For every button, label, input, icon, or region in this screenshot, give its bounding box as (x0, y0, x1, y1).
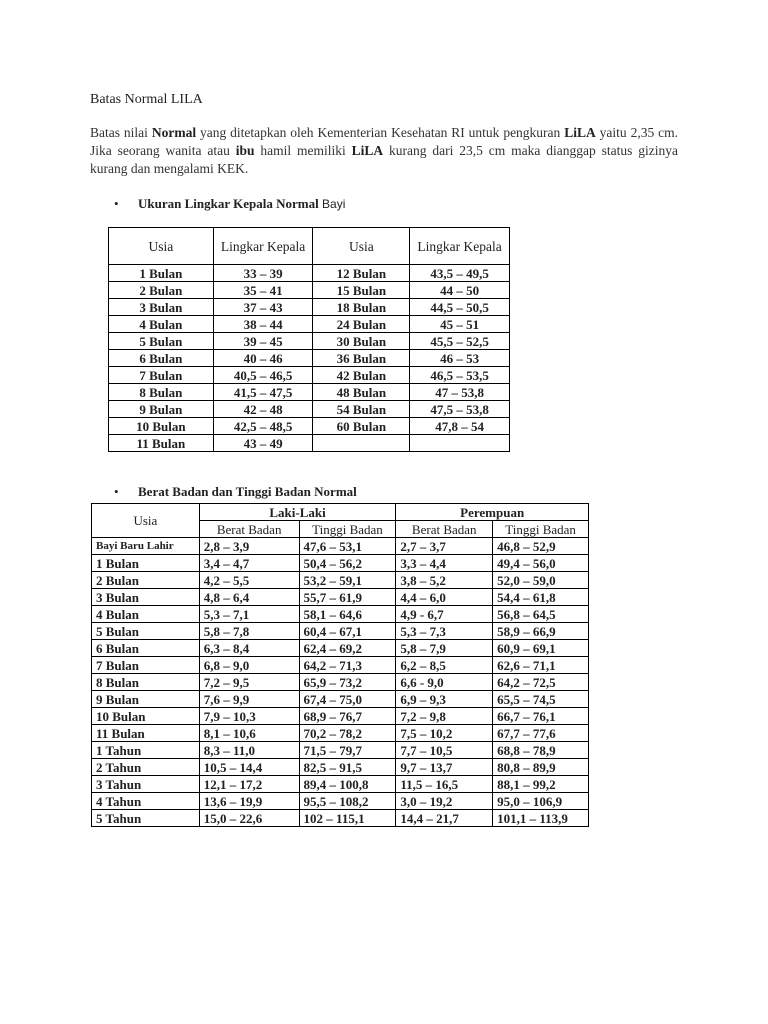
table-cell: 9 Bulan (109, 401, 214, 418)
intro-paragraph: Batas nilai Normal yang ditetapkan oleh Kementerian Kesehatan RI untuk pengkuran LiLA yaitu 2,35 cm. Jika seorang wanita atau ibu hamil memiliki LiLA kurang dari 23,5 cm maka dianggap status gizinya kurang dan mengalami KEK. (90, 125, 678, 176)
table-cell: 49,4 – 56,0 (493, 555, 589, 572)
table-cell: 2,7 – 3,7 (396, 538, 493, 555)
table-cell: 95,5 – 108,2 (299, 793, 396, 810)
table-row (109, 265, 510, 282)
table-cell: 82,5 – 91,5 (299, 759, 396, 776)
header-tinggi-badan-male: Tinggi Badan (299, 521, 396, 538)
table-cell: 102 – 115,1 (299, 810, 396, 827)
table-cell: 35 – 41 (213, 282, 313, 299)
table-cell: 71,5 – 79,7 (299, 742, 396, 759)
table-cell: 53,2 – 59,1 (299, 572, 396, 589)
table-row (92, 674, 589, 691)
table-row (109, 350, 510, 367)
table-cell: 67,7 – 77,6 (493, 725, 589, 742)
table-row (109, 401, 510, 418)
table-cell: 42 Bulan (313, 367, 410, 384)
table-cell: 2 Bulan (109, 282, 214, 299)
table-cell: 7,2 – 9,5 (199, 674, 299, 691)
table-cell: 1 Bulan (92, 555, 200, 572)
table-cell: 8,1 – 10,6 (199, 725, 299, 742)
table-cell: 8 Bulan (109, 384, 214, 401)
table-cell: 89,4 – 100,8 (299, 776, 396, 793)
table-cell: 5 Tahun (92, 810, 200, 827)
table-cell: 4,2 – 5,5 (199, 572, 299, 589)
table-cell: 52,0 – 59,0 (493, 572, 589, 589)
table-row (92, 725, 589, 742)
table-cell: 4 Bulan (109, 316, 214, 333)
table-cell: 15 Bulan (313, 282, 410, 299)
table-row (109, 384, 510, 401)
table-group-header-row (92, 504, 589, 521)
table-row (92, 589, 589, 606)
table-row (109, 316, 510, 333)
table-header-row (109, 228, 510, 265)
table-cell: 8,3 – 11,0 (199, 742, 299, 759)
table-cell: 7 Bulan (92, 657, 200, 674)
weight-height-heading: • Berat Badan dan Tinggi Badan Normal (114, 484, 357, 499)
bullet-dot: • (114, 196, 119, 211)
table-row (92, 555, 589, 572)
table-row (92, 691, 589, 708)
table-cell: 55,7 – 61,9 (299, 589, 396, 606)
header-lingkar-kepala-2: Lingkar Kepala (410, 228, 510, 265)
table-cell: Bayi Baru Lahir (92, 538, 200, 555)
table-row (109, 282, 510, 299)
table-row (92, 776, 589, 793)
head-circumference-table (108, 227, 510, 452)
table-cell (410, 435, 510, 452)
table-row (109, 333, 510, 350)
table-cell: 30 Bulan (313, 333, 410, 350)
table-cell: 6,6 - 9,0 (396, 674, 493, 691)
table-row (92, 606, 589, 623)
table-cell: 3 Tahun (92, 776, 200, 793)
table-row (92, 793, 589, 810)
table-row (92, 538, 589, 555)
table-cell: 18 Bulan (313, 299, 410, 316)
table-cell: 9 Bulan (92, 691, 200, 708)
table-cell: 3,3 – 4,4 (396, 555, 493, 572)
table-cell: 4 Bulan (92, 606, 200, 623)
table-cell: 7,7 – 10,5 (396, 742, 493, 759)
table-cell: 3 Bulan (109, 299, 214, 316)
table-cell: 60,9 – 69,1 (493, 640, 589, 657)
table-cell: 10 Bulan (109, 418, 214, 435)
table-cell: 9,7 – 13,7 (396, 759, 493, 776)
table-cell: 44,5 – 50,5 (410, 299, 510, 316)
table-cell: 13,6 – 19,9 (199, 793, 299, 810)
table-cell: 6,2 – 8,5 (396, 657, 493, 674)
table-cell: 44 – 50 (410, 282, 510, 299)
table-cell: 5 Bulan (109, 333, 214, 350)
bullet-dot: • (114, 484, 119, 499)
table-cell: 7,9 – 10,3 (199, 708, 299, 725)
table-cell: 67,4 – 75,0 (299, 691, 396, 708)
table-cell: 14,4 – 21,7 (396, 810, 493, 827)
table-cell: 40 – 46 (213, 350, 313, 367)
table-cell: 68,9 – 76,7 (299, 708, 396, 725)
table-cell: 47 – 53,8 (410, 384, 510, 401)
table-cell: 70,2 – 78,2 (299, 725, 396, 742)
table-cell: 7,6 – 9,9 (199, 691, 299, 708)
table-cell: 45,5 – 52,5 (410, 333, 510, 350)
table-row (109, 418, 510, 435)
table-cell: 33 – 39 (213, 265, 313, 282)
header-berat-badan-female: Berat Badan (396, 521, 493, 538)
header-usia-1: Usia (109, 228, 214, 265)
table-cell: 88,1 – 99,2 (493, 776, 589, 793)
table-cell: 11 Bulan (92, 725, 200, 742)
table-cell: 3,4 – 4,7 (199, 555, 299, 572)
table-row (92, 742, 589, 759)
header-tinggi-badan-female: Tinggi Badan (493, 521, 589, 538)
table-cell: 101,1 – 113,9 (493, 810, 589, 827)
table-row (109, 299, 510, 316)
table-cell: 6,3 – 8,4 (199, 640, 299, 657)
header-berat-badan-male: Berat Badan (199, 521, 299, 538)
table-row (92, 623, 589, 640)
table-cell: 6,9 – 9,3 (396, 691, 493, 708)
table-cell: 5,8 – 7,9 (396, 640, 493, 657)
table-cell: 24 Bulan (313, 316, 410, 333)
header-lingkar-kepala-1: Lingkar Kepala (213, 228, 313, 265)
table-cell: 6 Bulan (92, 640, 200, 657)
table-cell: 7 Bulan (109, 367, 214, 384)
page-title: Batas Normal LILA (90, 92, 203, 107)
table-cell: 11 Bulan (109, 435, 214, 452)
table-cell: 42 – 48 (213, 401, 313, 418)
table-cell: 38 – 44 (213, 316, 313, 333)
table-cell: 47,6 – 53,1 (299, 538, 396, 555)
table-cell: 5 Bulan (92, 623, 200, 640)
table-cell: 1 Tahun (92, 742, 200, 759)
weight-height-table (91, 503, 589, 827)
table-cell: 7,5 – 10,2 (396, 725, 493, 742)
table-cell: 65,5 – 74,5 (493, 691, 589, 708)
table-cell: 6,8 – 9,0 (199, 657, 299, 674)
table-row (92, 759, 589, 776)
table-cell: 64,2 – 71,3 (299, 657, 396, 674)
table-cell: 2 Tahun (92, 759, 200, 776)
table-cell: 47,8 – 54 (410, 418, 510, 435)
table-cell: 3 Bulan (92, 589, 200, 606)
table-cell: 10,5 – 14,4 (199, 759, 299, 776)
table-cell: 46,8 – 52,9 (493, 538, 589, 555)
table-cell: 58,9 – 66,9 (493, 623, 589, 640)
header-perempuan: Perempuan (396, 504, 589, 521)
table-cell: 3,8 – 5,2 (396, 572, 493, 589)
table-cell: 10 Bulan (92, 708, 200, 725)
table-cell: 2,8 – 3,9 (199, 538, 299, 555)
table-cell: 48 Bulan (313, 384, 410, 401)
table-cell: 60,4 – 67,1 (299, 623, 396, 640)
table-cell: 4,4 – 6,0 (396, 589, 493, 606)
header-laki-laki: Laki-Laki (199, 504, 396, 521)
table-cell: 54 Bulan (313, 401, 410, 418)
table-cell: 37 – 43 (213, 299, 313, 316)
table-row (92, 657, 589, 674)
table-cell: 68,8 – 78,9 (493, 742, 589, 759)
table-row (92, 708, 589, 725)
table-cell: 66,7 – 76,1 (493, 708, 589, 725)
table-cell: 58,1 – 64,6 (299, 606, 396, 623)
table-cell: 39 – 45 (213, 333, 313, 350)
table-cell: 8 Bulan (92, 674, 200, 691)
table-cell: 40,5 – 46,5 (213, 367, 313, 384)
table-cell: 54,4 – 61,8 (493, 589, 589, 606)
table-cell: 56,8 – 64,5 (493, 606, 589, 623)
table-cell: 42,5 – 48,5 (213, 418, 313, 435)
table-cell: 46 – 53 (410, 350, 510, 367)
table-cell: 62,4 – 69,2 (299, 640, 396, 657)
table-cell: 12 Bulan (313, 265, 410, 282)
table-row (92, 572, 589, 589)
table-cell: 7,2 – 9,8 (396, 708, 493, 725)
table-cell: 5,3 – 7,1 (199, 606, 299, 623)
table-cell: 65,9 – 73,2 (299, 674, 396, 691)
table-cell: 46,5 – 53,5 (410, 367, 510, 384)
table-row (109, 367, 510, 384)
table-cell: 36 Bulan (313, 350, 410, 367)
table-cell: 4,8 – 6,4 (199, 589, 299, 606)
table-row (92, 810, 589, 827)
table-cell: 43 – 49 (213, 435, 313, 452)
table-cell: 4,9 - 6,7 (396, 606, 493, 623)
table-cell: 95,0 – 106,9 (493, 793, 589, 810)
table-cell: 60 Bulan (313, 418, 410, 435)
table-cell: 41,5 – 47,5 (213, 384, 313, 401)
table-row (92, 640, 589, 657)
head-circumference-heading: • Ukuran Lingkar Kepala Normal Bayi (114, 196, 346, 211)
table-cell: 80,8 – 89,9 (493, 759, 589, 776)
table-cell: 15,0 – 22,6 (199, 810, 299, 827)
table-cell: 4 Tahun (92, 793, 200, 810)
table-cell: 3,0 – 19,2 (396, 793, 493, 810)
table-cell: 1 Bulan (109, 265, 214, 282)
table-cell: 62,6 – 71,1 (493, 657, 589, 674)
table-cell: 43,5 – 49,5 (410, 265, 510, 282)
table-cell (313, 435, 410, 452)
table-cell: 12,1 – 17,2 (199, 776, 299, 793)
table-cell: 47,5 – 53,8 (410, 401, 510, 418)
table-row (109, 435, 510, 452)
table-cell: 5,8 – 7,8 (199, 623, 299, 640)
table-cell: 64,2 – 72,5 (493, 674, 589, 691)
table-cell: 5,3 – 7,3 (396, 623, 493, 640)
header-usia: Usia (92, 504, 200, 538)
table-cell: 6 Bulan (109, 350, 214, 367)
table-cell: 45 – 51 (410, 316, 510, 333)
table-cell: 50,4 – 56,2 (299, 555, 396, 572)
table-cell: 11,5 – 16,5 (396, 776, 493, 793)
header-usia-2: Usia (313, 228, 410, 265)
table-cell: 2 Bulan (92, 572, 200, 589)
